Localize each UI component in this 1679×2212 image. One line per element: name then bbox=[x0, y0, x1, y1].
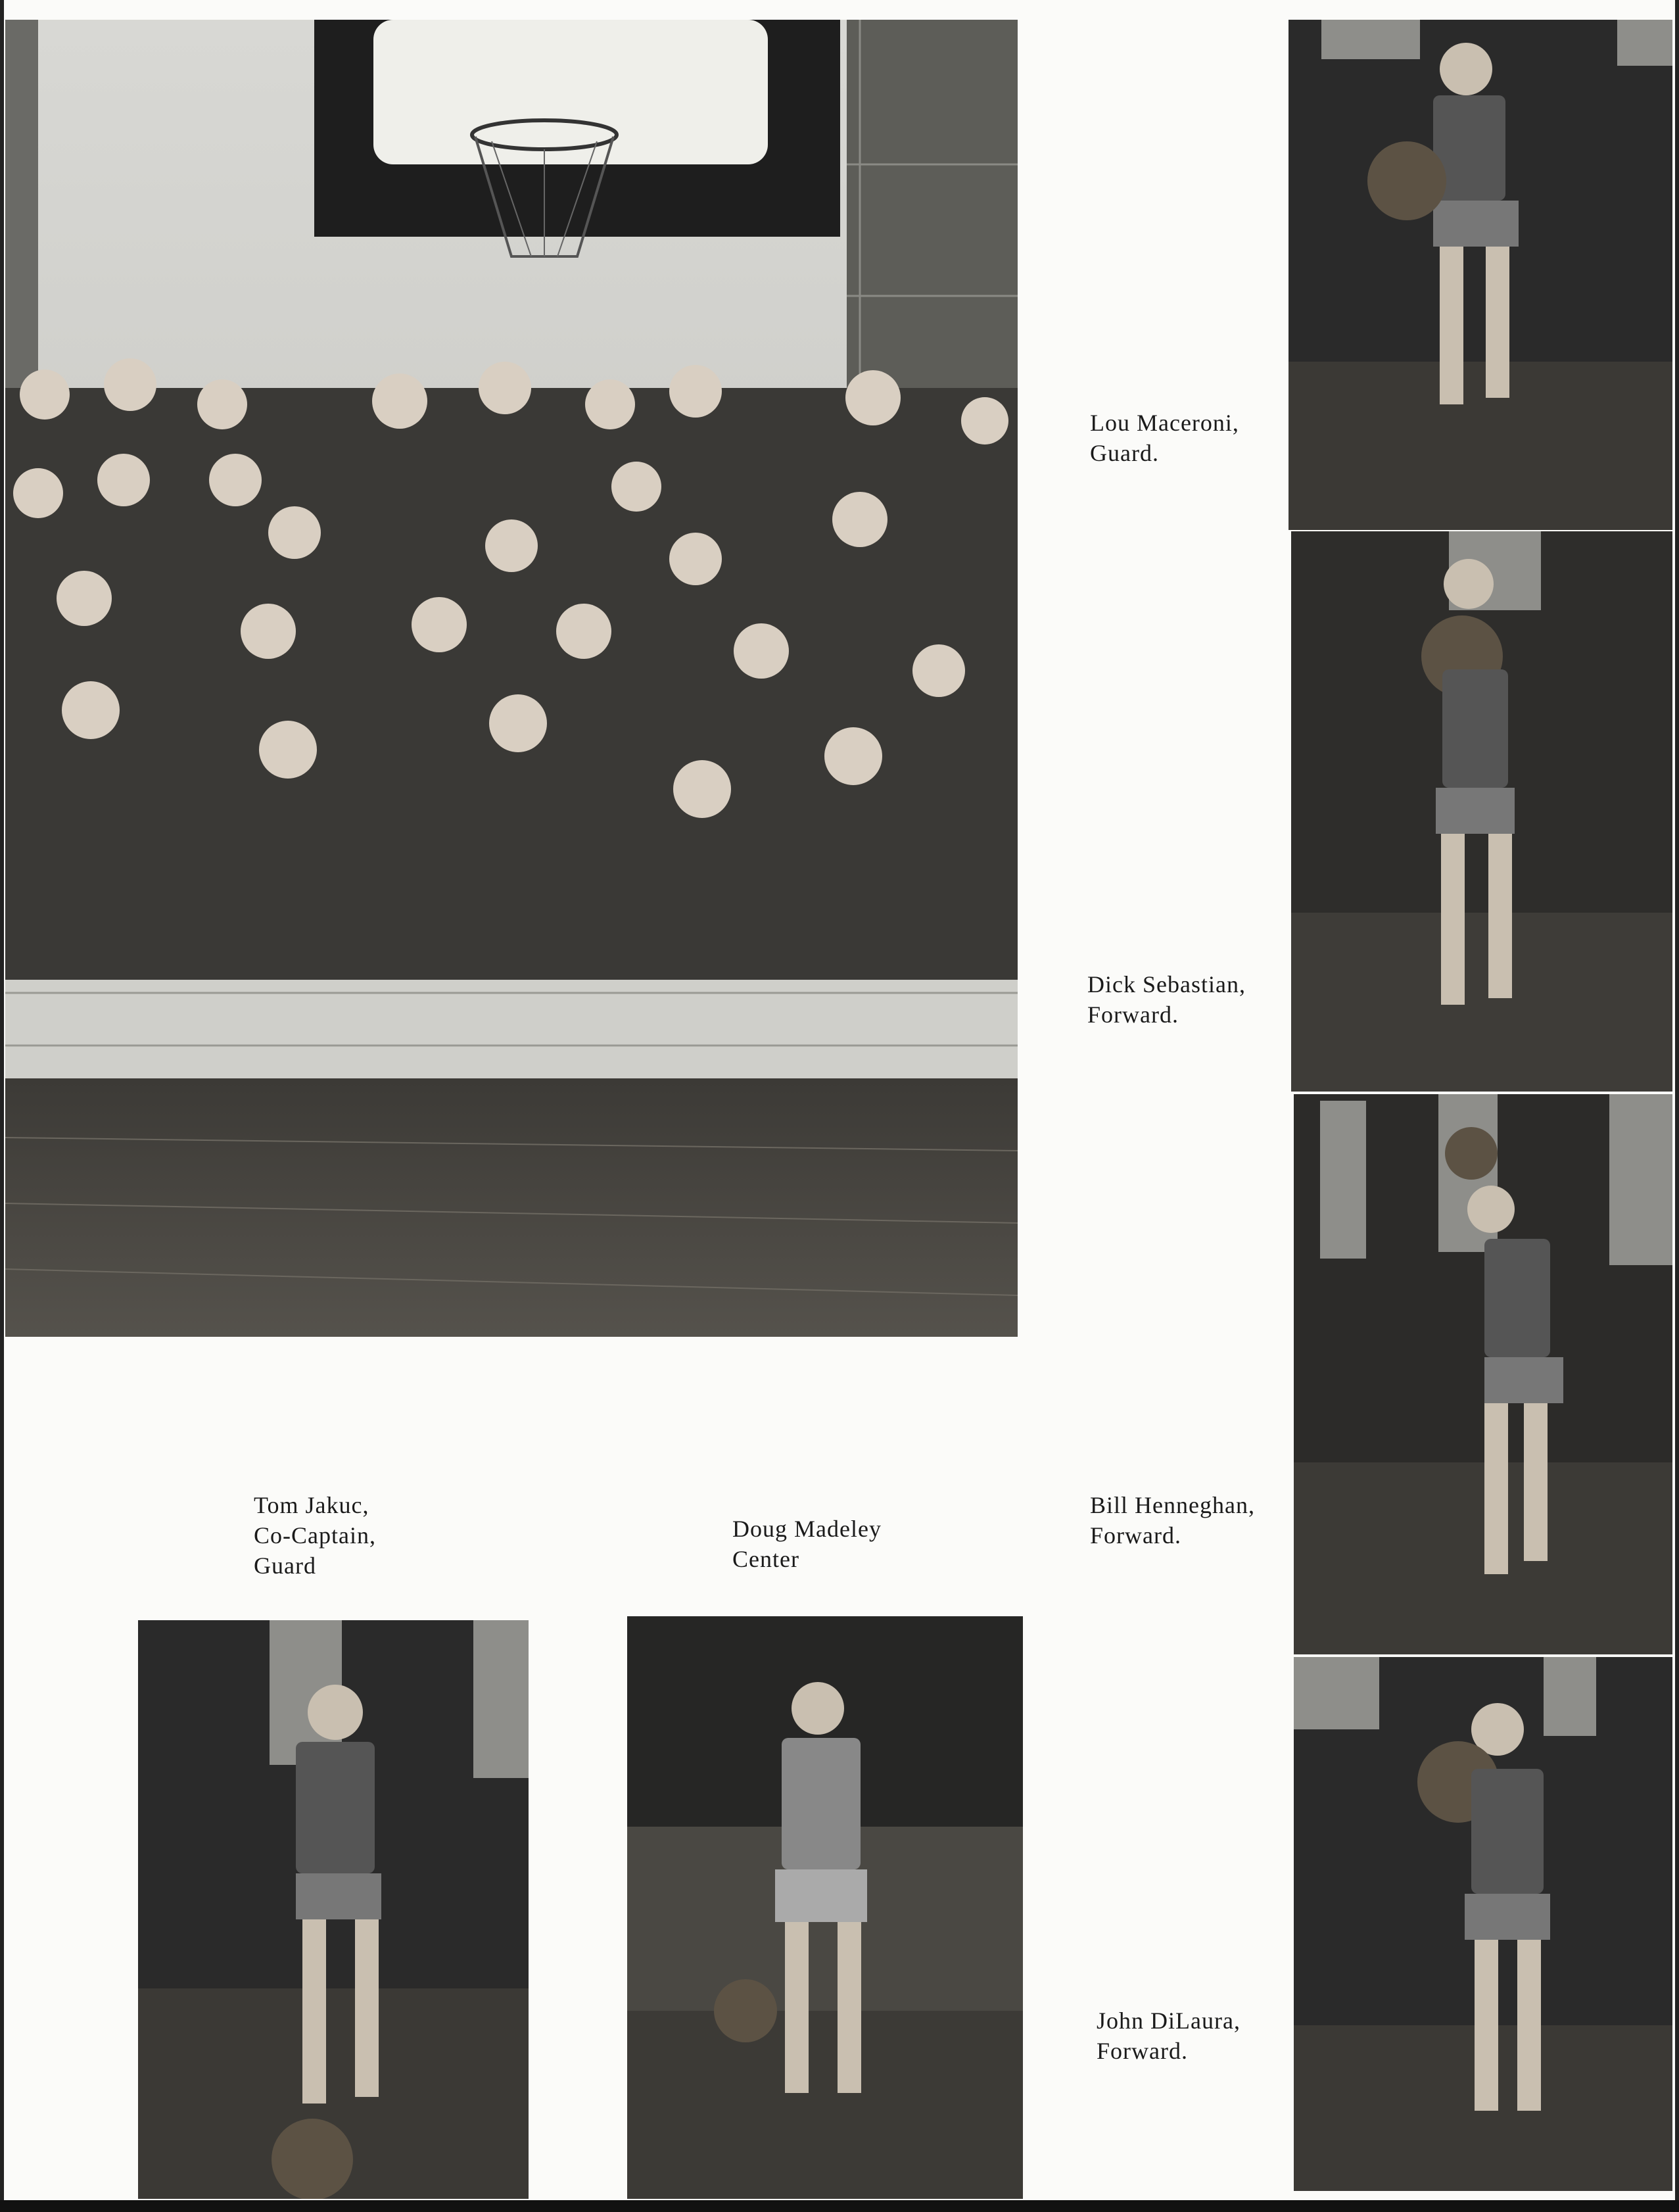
player-photo-dick-sebastian bbox=[1291, 531, 1672, 1092]
page-edge-right bbox=[1675, 0, 1679, 2212]
page-bottom-edge bbox=[0, 2200, 1679, 2212]
caption-lou-maceroni bbox=[1090, 408, 1239, 468]
player-photo-doug-madeley bbox=[627, 1616, 1023, 2199]
caption-dick-sebastian bbox=[1087, 969, 1246, 1030]
caption-john-dilaura bbox=[1097, 2006, 1241, 2066]
player-position: Guard. bbox=[1090, 440, 1159, 466]
player-name: Dick Sebastian, bbox=[1087, 971, 1246, 998]
player-position: Forward. bbox=[1087, 1001, 1179, 1028]
page-edge-left bbox=[0, 0, 4, 2212]
player-position: Forward. bbox=[1090, 1522, 1181, 1549]
player-name: Tom Jakuc, bbox=[254, 1492, 369, 1518]
player-photo-john-dilaura bbox=[1294, 1657, 1672, 2191]
player-photo-bill-henneghan bbox=[1294, 1094, 1672, 1654]
player-position: Forward. bbox=[1097, 2038, 1188, 2064]
player-name: Lou Maceroni, bbox=[1090, 410, 1239, 436]
player-title: Co-Captain, bbox=[254, 1522, 376, 1549]
player-name: John DiLaura, bbox=[1097, 2008, 1241, 2034]
player-photo-tom-jakuc bbox=[138, 1620, 529, 2199]
crowd-photo bbox=[5, 20, 1018, 1337]
player-photo-lou-maceroni bbox=[1289, 20, 1672, 530]
caption-tom-jakuc bbox=[254, 1490, 376, 1581]
player-position: Center bbox=[732, 1546, 799, 1572]
caption-doug-madeley bbox=[732, 1514, 882, 1574]
caption-bill-henneghan bbox=[1090, 1490, 1255, 1551]
player-name: Doug Madeley bbox=[732, 1516, 882, 1542]
player-position: Guard bbox=[254, 1552, 316, 1579]
player-name: Bill Henneghan, bbox=[1090, 1492, 1255, 1518]
